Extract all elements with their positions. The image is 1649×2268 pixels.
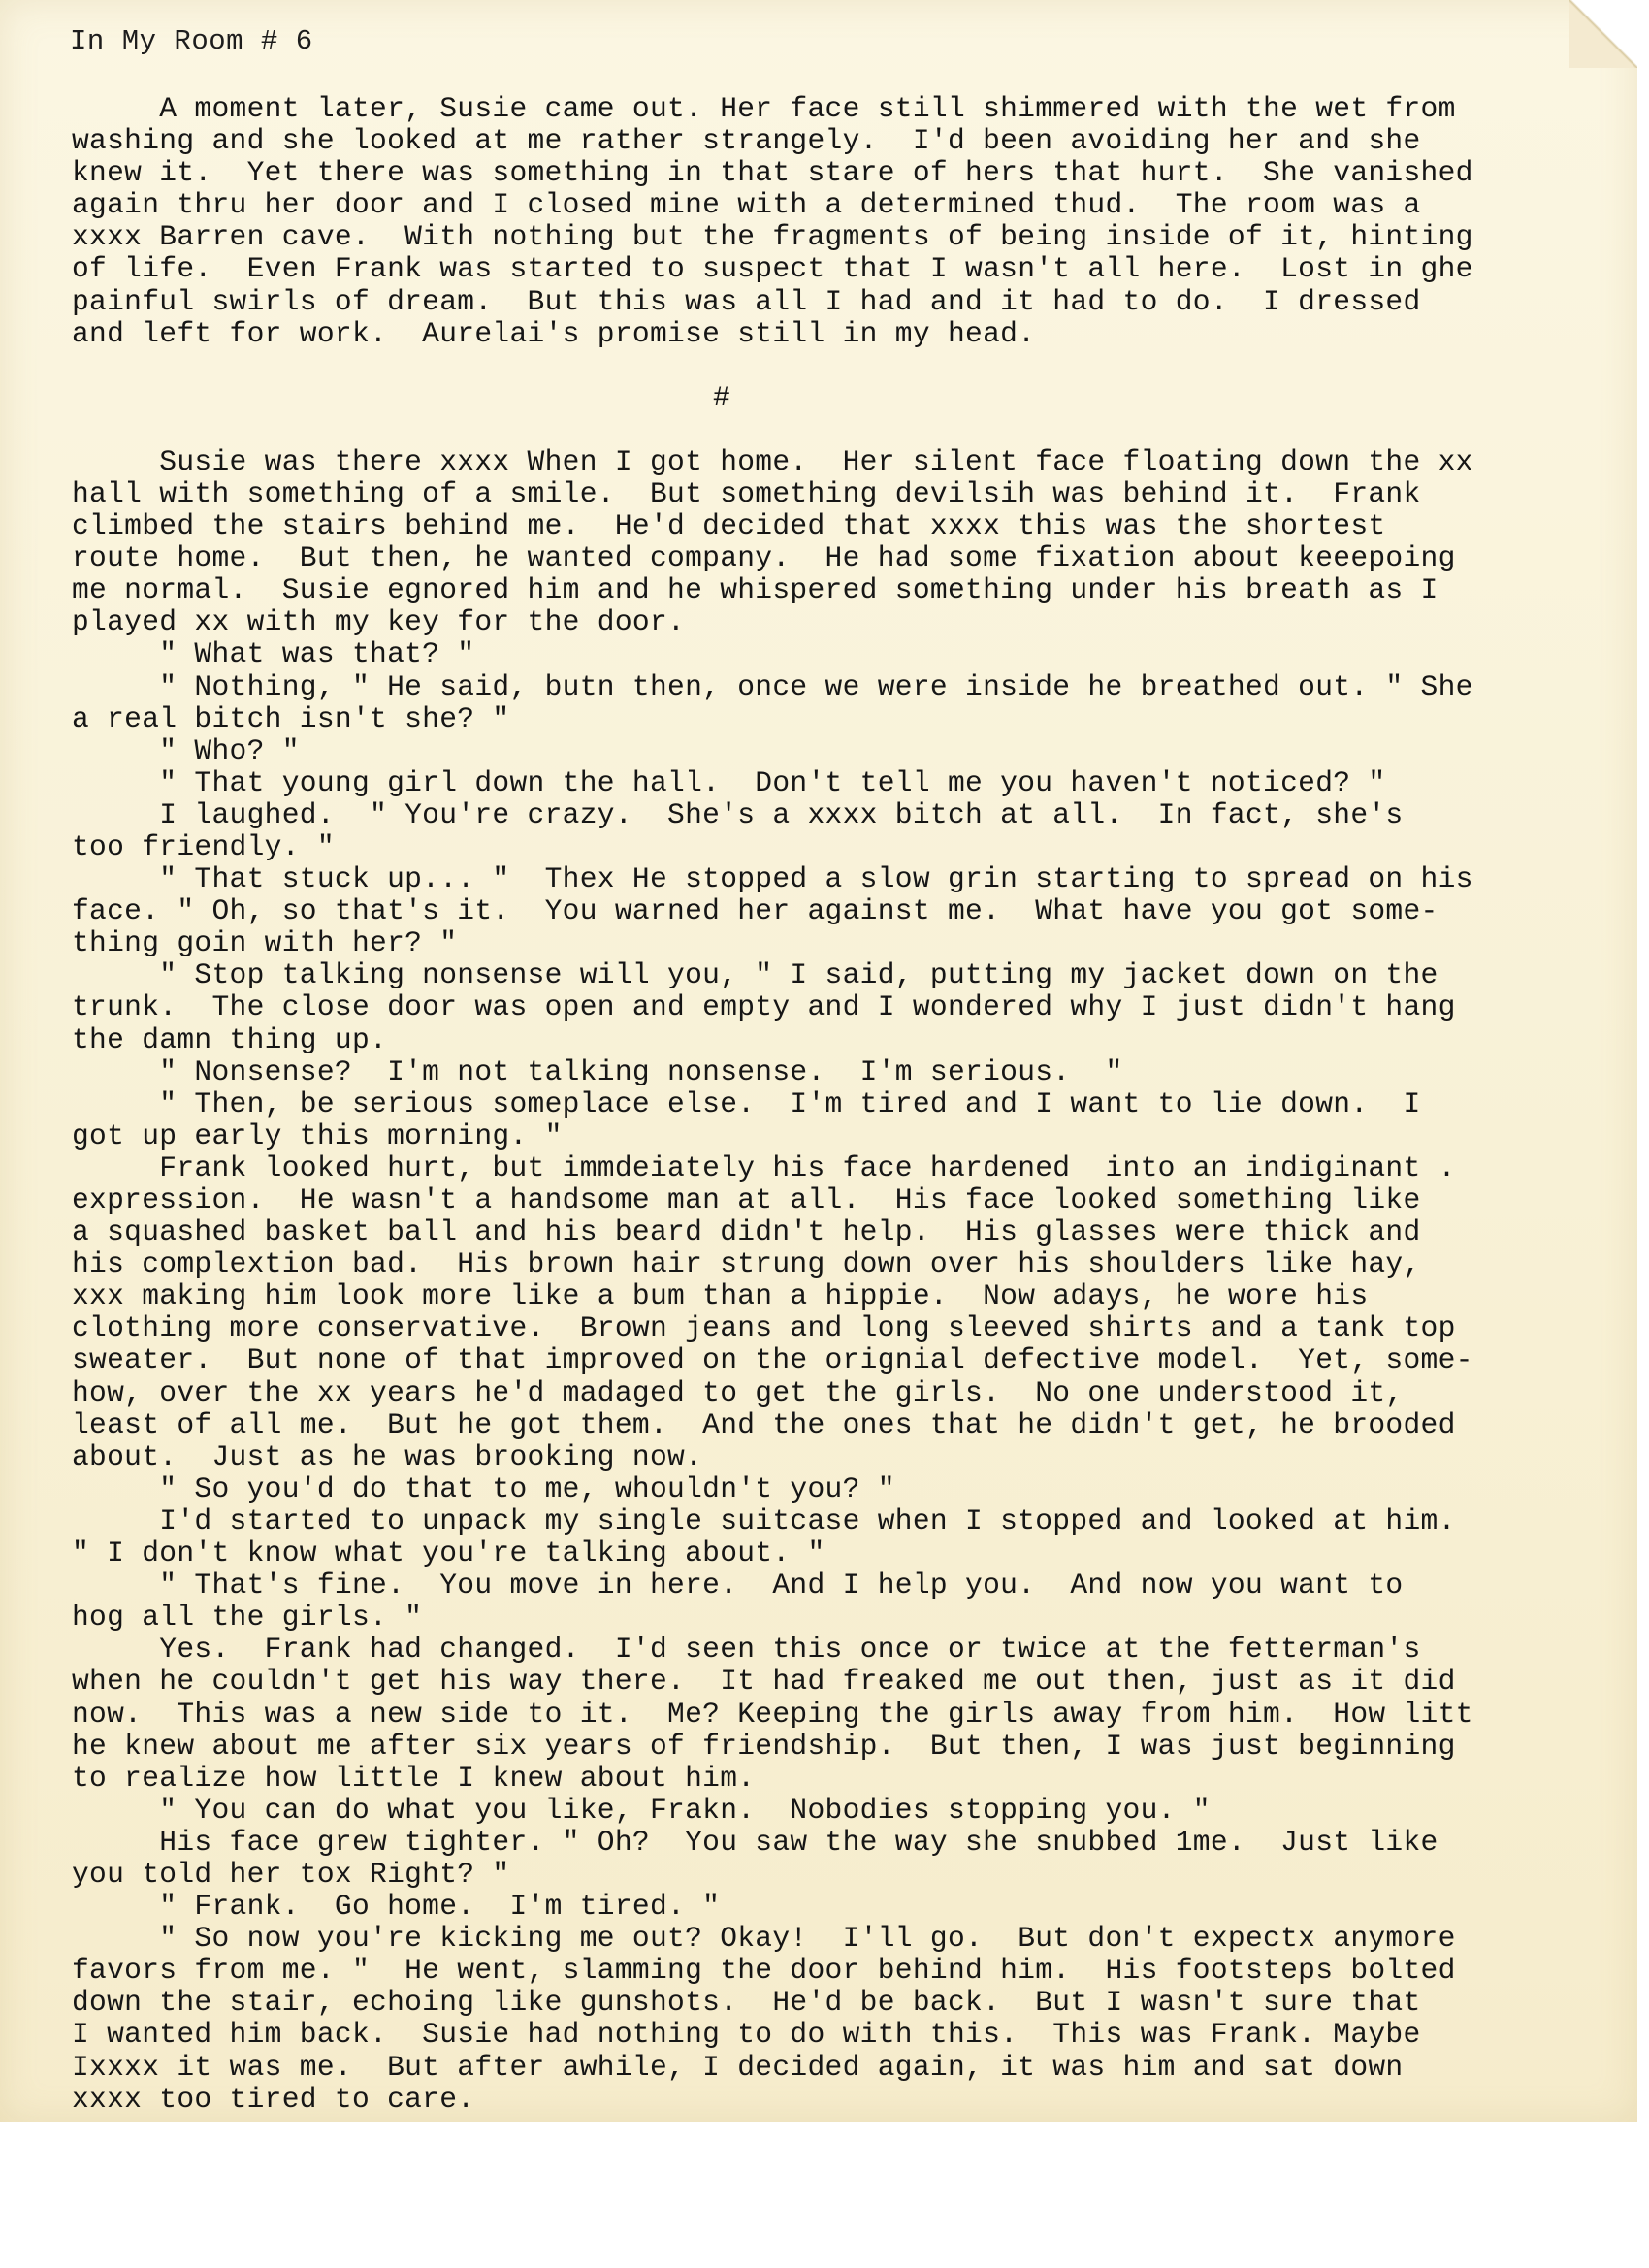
folded-corner — [1569, 0, 1637, 68]
text-line: clothing more conservative. Brown jeans and long sleeved shirts and a tank top — [72, 1312, 1456, 1345]
text-line: " That's fine. You move in here. And I help you. And now you want to — [72, 1569, 1404, 1603]
section-separator: # — [712, 380, 731, 414]
text-line: least of all me. But he got them. And the ones that he didn't get, he brooded — [72, 1408, 1456, 1442]
text-line: hog all the girls. " — [72, 1601, 423, 1635]
text-line: climbed the stairs behind me. He'd decided that xxxx this was the shortest — [72, 509, 1386, 543]
text-line: got up early this morning. " — [72, 1118, 563, 1152]
text-line: " Who? " — [72, 733, 300, 767]
text-line: " Then, be serious someplace else. I'm tired and I want to lie down. I — [72, 1086, 1421, 1120]
text-line: you told her tox Right? " — [72, 1857, 510, 1891]
text-line: the damn thing up. — [72, 1022, 388, 1056]
text-line: Ixxxx it was me. But after awhile, I decided again, it was him and sat down — [72, 2050, 1404, 2084]
text-line: me normal. Susie egnored him and he whispered something under his breath as I — [72, 573, 1439, 607]
text-line: " You can do what you like, Frakn. Nobodies stopping you. " — [72, 1793, 1211, 1827]
text-line: xxx making him look more like a bum than a hippie. Now adays, he wore his — [72, 1280, 1369, 1313]
text-line: xxxx Barren cave. With nothing but the fragments of being inside of it, hinting — [72, 220, 1473, 254]
text-line: hall with something of a smile. But something devilsih was behind it. Frank — [72, 476, 1421, 510]
text-line: played xx with my key for the door. — [72, 605, 686, 639]
text-line: expression. He wasn't a handsome man at all. His face looked something like — [72, 1183, 1421, 1216]
text-line: too friendly. " — [72, 829, 335, 863]
paragraph-block-1 — [72, 93, 1624, 350]
text-line: now. This was a new side to it. Me? Keeping the girls away from him. How litt — [72, 1697, 1473, 1731]
spacer — [72, 414, 1624, 446]
text-line: about. Just as he was brooking now. — [72, 1440, 703, 1474]
text-line: Yes. Frank had changed. I'd seen this once or twice at the fetterman's — [72, 1633, 1421, 1667]
text-line: " Stop talking nonsense will you, " I said, putting my jacket down on the — [72, 958, 1439, 992]
text-line: washing and she looked at me rather strangely. I'd been avoiding her and she — [72, 124, 1421, 158]
text-line: " Nonsense? I'm not talking nonsense. I'm serious. " — [72, 1054, 1123, 1088]
text-line: I'd started to unpack my single suitcase when I stopped and looked at him. — [72, 1504, 1456, 1538]
text-line: " I don't know what you're talking about. " — [72, 1537, 825, 1571]
text-line: thing goin with her? " — [72, 926, 458, 960]
text-line: of life. Even Frank was started to suspect that I wasn't all here. Lost in ghe — [72, 252, 1473, 286]
text-line: xxxx too tired to care. — [72, 2082, 475, 2116]
text-line: sweater. But none of that improved on the orignial defective model. Yet, some- — [72, 1344, 1473, 1377]
text-line: a real bitch isn't she? " — [72, 701, 510, 735]
text-line: knew it. Yet there was something in that stare of hers that hurt. She vanished — [72, 156, 1473, 190]
page-header: In My Room # 6 — [70, 25, 313, 57]
paragraph-block-2 — [72, 446, 1624, 2116]
text-line: Frank looked hurt, but immdeiately his face hardened into an indiginant . — [72, 1150, 1456, 1184]
text-line: his complextion bad. His brown hair strung down over his shoulders like hay, — [72, 1247, 1421, 1281]
text-line: I laughed. " You're crazy. She's a xxxx bitch at all. In fact, she's — [72, 797, 1404, 831]
text-line: " That stuck up... " Thex He stopped a slow grin starting to spread on his — [72, 862, 1473, 896]
text-line: he knew about me after six years of friendship. But then, I was just beginning — [72, 1729, 1456, 1763]
text-line: down the stair, echoing like gunshots. He'd be back. But I wasn't sure that — [72, 1986, 1421, 2020]
text-line: a squashed basket ball and his beard didn't help. His glasses were thick and — [72, 1215, 1421, 1249]
text-line: A moment later, Susie came out. Her face still shimmered with the wet from — [72, 92, 1456, 125]
text-line: to realize how little I knew about him. — [72, 1761, 756, 1795]
text-line: " That young girl down the hall. Don't tell me you haven't noticed? " — [72, 765, 1386, 799]
text-line: face. " Oh, so that's it. You warned her against me. What have you got some- — [72, 894, 1439, 928]
text-line: Susie was there xxxx When I got home. Her silent face floating down the xx — [72, 444, 1473, 478]
text-line: trunk. The close door was open and empty and I wondered why I just didn't hang — [72, 990, 1456, 1024]
text-line: favors from me. " He went, slamming the door behind him. His footsteps bolted — [72, 1954, 1456, 1988]
text-line: " Frank. Go home. I'm tired. " — [72, 1890, 721, 1924]
text-line: route home. But then, he wanted company. He had some fixation about keeepoing — [72, 541, 1456, 575]
text-line: " So you'd do that to me, whouldn't you? " — [72, 1472, 895, 1506]
text-line: " Nothing, " He said, butn then, once we were inside he breathed out. " She — [72, 669, 1473, 703]
text-line: when he couldn't get his way there. It had freaked me out then, just as it did — [72, 1665, 1456, 1699]
text-line: " What was that? " — [72, 637, 475, 671]
text-line: I wanted him back. Susie had nothing to do with this. This was Frank. Maybe — [72, 2018, 1421, 2052]
spacer — [72, 350, 1624, 382]
text-line: again thru her door and I closed mine with a determined thud. The room was a — [72, 188, 1421, 222]
text-line: how, over the xx years he'd madaged to get the girls. No one understood it, — [72, 1376, 1404, 1409]
text-line: " So now you're kicking me out? Okay! I'll go. But don't expectx anymore — [72, 1922, 1456, 1956]
text-line: His face grew tighter. " Oh? You saw the way she snubbed 1me. Just like — [72, 1825, 1439, 1859]
text-line: and left for work. Aurelai's promise still in my head. — [72, 316, 1036, 350]
text-line: painful swirls of dream. But this was all I had and it had to do. I dressed — [72, 284, 1421, 318]
typed-text — [72, 93, 1624, 2116]
